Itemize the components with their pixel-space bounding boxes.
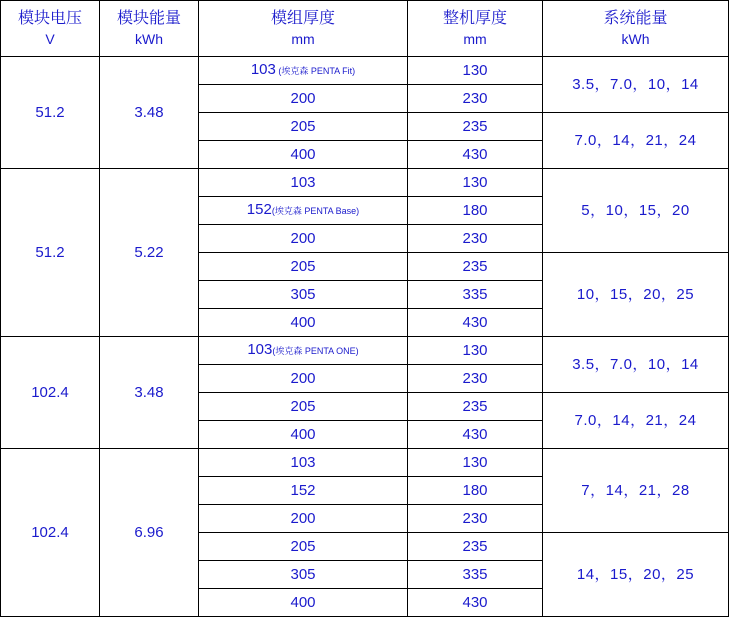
- system-energy-cell: 7.0，14，21，24: [543, 113, 729, 169]
- module-thickness-cell: [199, 561, 408, 589]
- header-row: [1, 1, 729, 57]
- module-thickness-value: 152: [246, 201, 272, 218]
- module-thickness-value: 205: [290, 257, 316, 275]
- module-thickness-cell: [199, 505, 408, 533]
- module-thickness-cell: [199, 449, 408, 477]
- header-title: 整机厚度: [442, 9, 507, 27]
- overall-thickness-cell: 230: [408, 225, 543, 253]
- module-thickness-value: 200: [290, 89, 316, 107]
- module-thickness-value: 400: [290, 313, 316, 331]
- module-thickness-value: 305: [290, 285, 316, 303]
- module-thickness-value: 305: [290, 565, 316, 583]
- header-title: 模块电压: [17, 9, 82, 27]
- module-thickness-cell: [199, 253, 408, 281]
- system-energy-cell: 14，15，20，25: [543, 533, 729, 617]
- module-energy-cell: 3.48: [100, 57, 199, 169]
- module-thickness-cell: [199, 533, 408, 561]
- overall-thickness-cell: 235: [408, 533, 543, 561]
- overall-thickness-cell: 430: [408, 421, 543, 449]
- table-row: [1, 57, 729, 85]
- header-title: 模块能量: [116, 9, 181, 27]
- overall-thickness-cell: 335: [408, 281, 543, 309]
- module-voltage-cell: 102.4: [1, 449, 100, 617]
- overall-thickness-cell: 430: [408, 141, 543, 169]
- overall-thickness-cell: 130: [408, 449, 543, 477]
- overall-thickness-cell: 235: [408, 113, 543, 141]
- module-thickness-cell: [199, 57, 408, 85]
- header-title: 模组厚度: [270, 9, 335, 27]
- overall-thickness-cell: 235: [408, 393, 543, 421]
- module-energy-cell: 3.48: [100, 337, 199, 449]
- module-thickness-cell: [199, 197, 408, 225]
- module-thickness-value: 103: [250, 61, 276, 78]
- header-unit: mm: [463, 30, 487, 47]
- module-thickness-value: 200: [290, 369, 316, 387]
- model-note: (埃克森 PENTA Fit): [275, 66, 356, 76]
- header-system-energy: [543, 1, 729, 57]
- overall-thickness-cell: 430: [408, 589, 543, 617]
- module-voltage-cell: 102.4: [1, 337, 100, 449]
- system-energy-cell: 7.0，14，21，24: [543, 393, 729, 449]
- overall-thickness-cell: 230: [408, 365, 543, 393]
- module-thickness-cell: [199, 85, 408, 113]
- module-thickness-cell: [199, 365, 408, 393]
- module-thickness-value: 205: [290, 117, 316, 135]
- module-thickness-cell: [199, 169, 408, 197]
- overall-thickness-cell: 130: [408, 337, 543, 365]
- table-row: [1, 449, 729, 477]
- module-thickness-cell: [199, 113, 408, 141]
- module-thickness-cell: [199, 477, 408, 505]
- overall-thickness-cell: 180: [408, 197, 543, 225]
- header-unit: V: [45, 30, 55, 47]
- system-energy-cell: 3.5，7.0，10，14: [543, 337, 729, 393]
- module-thickness-value: 205: [290, 397, 316, 415]
- module-thickness-value: 152: [290, 481, 316, 499]
- overall-thickness-cell: 430: [408, 309, 543, 337]
- module-thickness-value: 103: [290, 173, 316, 191]
- system-energy-cell: 3.5，7.0，10，14: [543, 57, 729, 113]
- module-energy-cell: 5.22: [100, 169, 199, 337]
- overall-thickness-cell: 130: [408, 169, 543, 197]
- module-thickness-value: 400: [290, 145, 316, 163]
- overall-thickness-cell: 180: [408, 477, 543, 505]
- table-row: [1, 169, 729, 197]
- overall-thickness-cell: 130: [408, 57, 543, 85]
- system-energy-cell: 7，14，21，28: [543, 449, 729, 533]
- header-unit: kWh: [135, 30, 163, 47]
- module-thickness-value: 200: [290, 509, 316, 527]
- module-thickness-value: 103: [247, 341, 273, 358]
- overall-thickness-cell: 335: [408, 561, 543, 589]
- module-thickness-cell: [199, 393, 408, 421]
- module-thickness-cell: [199, 225, 408, 253]
- table-header: [1, 1, 729, 57]
- overall-thickness-cell: 235: [408, 253, 543, 281]
- header-unit-thickness: [408, 1, 543, 57]
- header-module-voltage: [1, 1, 100, 57]
- system-energy-cell: 5，10，15，20: [543, 169, 729, 253]
- module-thickness-value: 103: [290, 453, 316, 471]
- table-body: [1, 57, 729, 617]
- overall-thickness-cell: 230: [408, 85, 543, 113]
- module-thickness-value: 200: [290, 229, 316, 247]
- module-thickness-cell: [199, 337, 408, 365]
- overall-thickness-cell: 230: [408, 505, 543, 533]
- module-thickness-cell: [199, 141, 408, 169]
- model-note: (埃克森 PENTA ONE): [272, 346, 359, 356]
- module-thickness-cell: [199, 309, 408, 337]
- module-energy-cell: 6.96: [100, 449, 199, 617]
- header-unit: mm: [291, 30, 315, 47]
- module-thickness-cell: [199, 421, 408, 449]
- header-unit: kWh: [621, 30, 650, 47]
- module-thickness-cell: [199, 281, 408, 309]
- model-note: (埃克森 PENTA Base): [271, 206, 360, 216]
- module-thickness-value: 400: [290, 425, 316, 443]
- module-thickness-value: 205: [290, 537, 316, 555]
- header-module-energy: [100, 1, 199, 57]
- table-row: [1, 337, 729, 365]
- module-thickness-cell: [199, 589, 408, 617]
- header-module-thickness: [199, 1, 408, 57]
- module-voltage-cell: 51.2: [1, 57, 100, 169]
- module-voltage-cell: 51.2: [1, 169, 100, 337]
- module-thickness-value: 400: [290, 593, 316, 611]
- header-title: 系统能量: [603, 9, 668, 27]
- system-energy-cell: 10，15，20，25: [543, 253, 729, 337]
